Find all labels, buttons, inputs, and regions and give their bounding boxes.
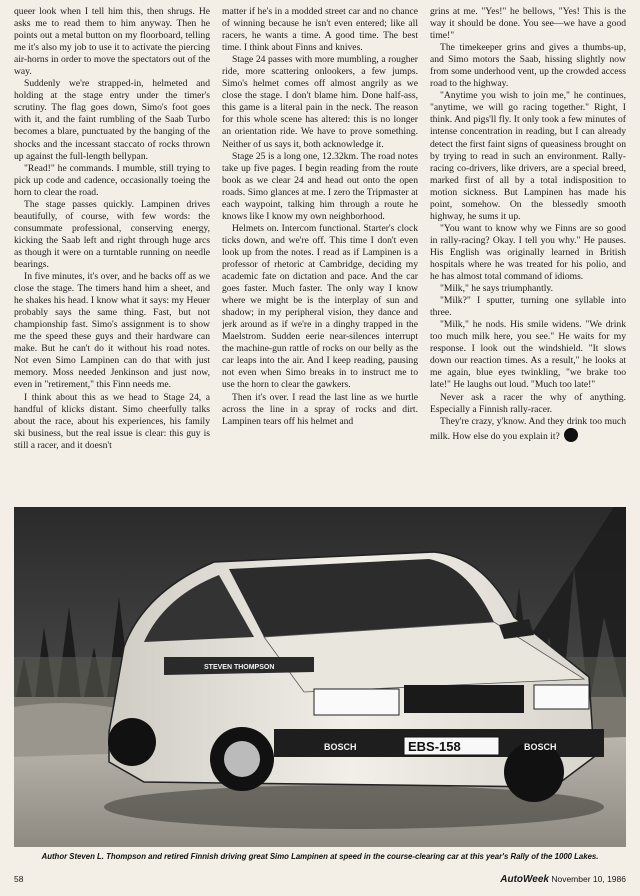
paragraph: "Milk," he says triumphantly. [440, 283, 553, 295]
paragraph: I think about this as we head to Stage 24, a handful of klicks distant. Simo cheerfully talks about the race, about his experiences, his family ski business, but the real issue is clear: this guy is still a racer, and it doesn't [14, 391, 210, 451]
license-plate-text: EBS-158 [408, 739, 461, 754]
photo-caption: Author Steven L. Thompson and retired Finnish driving great Simo Lampinen at speed in the course-clearing car at this year's Rally of the 1000 Lakes. [41, 852, 599, 861]
paragraph: queer look when I tell him this, then shrugs. He asks me to read them to him anyway. Then he points out a metal button on my floorboard, telling me it's also my job to use it to activate the piercing air-horns in order to move the spectators out of the way. [14, 6, 210, 78]
paragraph-final [430, 416, 626, 443]
page-footer [14, 872, 626, 888]
issue-date: November 10, 1986 [551, 874, 626, 884]
paragraph: "You want to know why we Finns are so good in rally-racing? Okay. I tell you why." He pauses. His English was originally learned in British hospitals where he was treated for his polio, and he has almost total command of idioms. [430, 222, 626, 283]
paragraph: "Read!" he commands. I mumble, still trying to pick up code and cadence, occasionally toeing the horn to clear the road. [14, 162, 210, 198]
paragraph: Then it's over. I read the last line as we hurtle across the line in a spray of rocks and dirt. Lampinen tears off his helmet and [222, 391, 418, 427]
paragraph: Stage 24 passes with more mumbling, a rougher ride, more scattering onlookers, a few jumps. Simo's helmet comes off almost angrily as we close the stage. I don't blame him. Done half-ass, this game is a literal pain in the neck. The reason for this whole scene has altered: this is no longer an orientation ride. We have to prove something. Neither of us says it, both acknowledge it. [222, 54, 418, 150]
paragraph: Stage 25 is a long one, 12.32km. The road notes take up five pages. I begin reading from the route book as we clear 24 and head out onto the open roads. Simo glances at me. I zero the Tripmaster at each waypoint, talking him through a route he knows like I know my own neighborhood. [222, 150, 418, 222]
paragraph: The stage passes quickly. Lampinen drives beautifully, of course, with few words: the consummate professional, conserving energy, kicking the Saab left and right through huge arcs as though it were on a turntable running on needle bearings. [14, 198, 210, 270]
masthead [500, 874, 626, 885]
brand-name: AutoWeek [500, 874, 549, 885]
paragraph: grins at me. "Yes!" he bellows, "Yes! This is the way it should be done. You see—we have a good time!" [430, 6, 626, 42]
article-body [14, 6, 626, 488]
paragraph: matter if he's in a modded street car and no chance of winning because he isn't even entered; like all racers, he wants a time. A good time. The best time. I think about Finns and knives. [222, 6, 418, 54]
page-number: 58 [14, 874, 24, 884]
article-column-2 [222, 6, 418, 488]
paragraph: "Anytime you wish to join me," he continues, "anytime, we will go racing together." Right, I think. And pigs'll fly. It only took a few minutes of intense concentration in reading, but I can already detect the first faint signs of queasiness brought on by trying to read in such an environment. Rally-racing co-drivers, like drivers, are a special breed, marked first of all by a total indisposition to motion sickness. But Lampinen has made his point, somehow. On the blessedly smooth highway, he sums it up. [430, 90, 626, 222]
paragraph: In five minutes, it's over, and he backs off as we close the stage. The timers hand him a sheet, and he shakes his head. I know what it says: my Heuer probably says the same thing. Fast, but not championship fast. Simo's assignment is to show me the speed these guys and their hardware can make. But he can't do it without his road notes. Not even Simo Lampinen can do that with just memory. Moss needed Jenkinson and just now, even in "retirement," this Finn needs me. [14, 271, 210, 391]
rally-car-photo [14, 507, 626, 847]
paragraph: Never ask a racer the why of anything. Especially a Finnish rally-racer. [430, 391, 626, 415]
paragraph: Suddenly we're strapped-in, helmeted and holding at the stage entry under the timer's scrutiny. The flag goes down, Simo's foot goes with it, and the faint rumbling of the Saab Turbo becomes a blare, punctuated by the banging of the shocks and the incessant staccato of rocks thrown up against the full-length bellypan. [14, 78, 210, 162]
paragraph: The timekeeper grins and gives a thumbs-up, and Simo motors the Saab, hissing slightly now from some underhood vent, up the crowded access road to the highway. [430, 42, 626, 90]
end-mark-icon [564, 428, 578, 442]
paragraph-final-text: They're crazy, y'know. And they drink too much milk. How else do you explain it? [430, 415, 626, 442]
article-column-3 [430, 6, 626, 488]
door-name-text: STEVEN THOMPSON [204, 664, 275, 671]
paragraph: "Milk," he nods. His smile widens. "We drink too much milk here, you see." He waits for my response. I look out the windshield. "It slows down our reaction times. As a result," he looks at me again, blue eyes twinkling, "we brake too late!" He laughs out loud. "Much too late!" [430, 319, 626, 391]
bumper-sponsor-text-right: BOSCH [524, 742, 557, 752]
paragraph: "Milk?" I sputter, turning one syllable into three. [430, 295, 626, 319]
paragraph: Helmets on. Intercom functional. Starter's clock ticks down, and we're off. This time I don't even look up from the notes. I read as if Lampinen is a professor of rhetoric at Cambridge, deciding my academic fate on dictation and pace. And the car goes faster. Much faster. The only way I know where we might be is the interplay of sun and shadow; in my peripheral vision, they dance and jerk around as if we're in a dinghy trapped in the Maelstrom. Sudden eerie near-silences interrupt the machine-gun rattle of rocks on our belly as the car leaps into the air. And I keep reading, pausing not even when Simo breaks in to instruct me to use the horn to clear the gawkers. [222, 222, 418, 391]
article-column-1 [14, 6, 210, 488]
bumper-sponsor-text: BOSCH [324, 742, 357, 752]
